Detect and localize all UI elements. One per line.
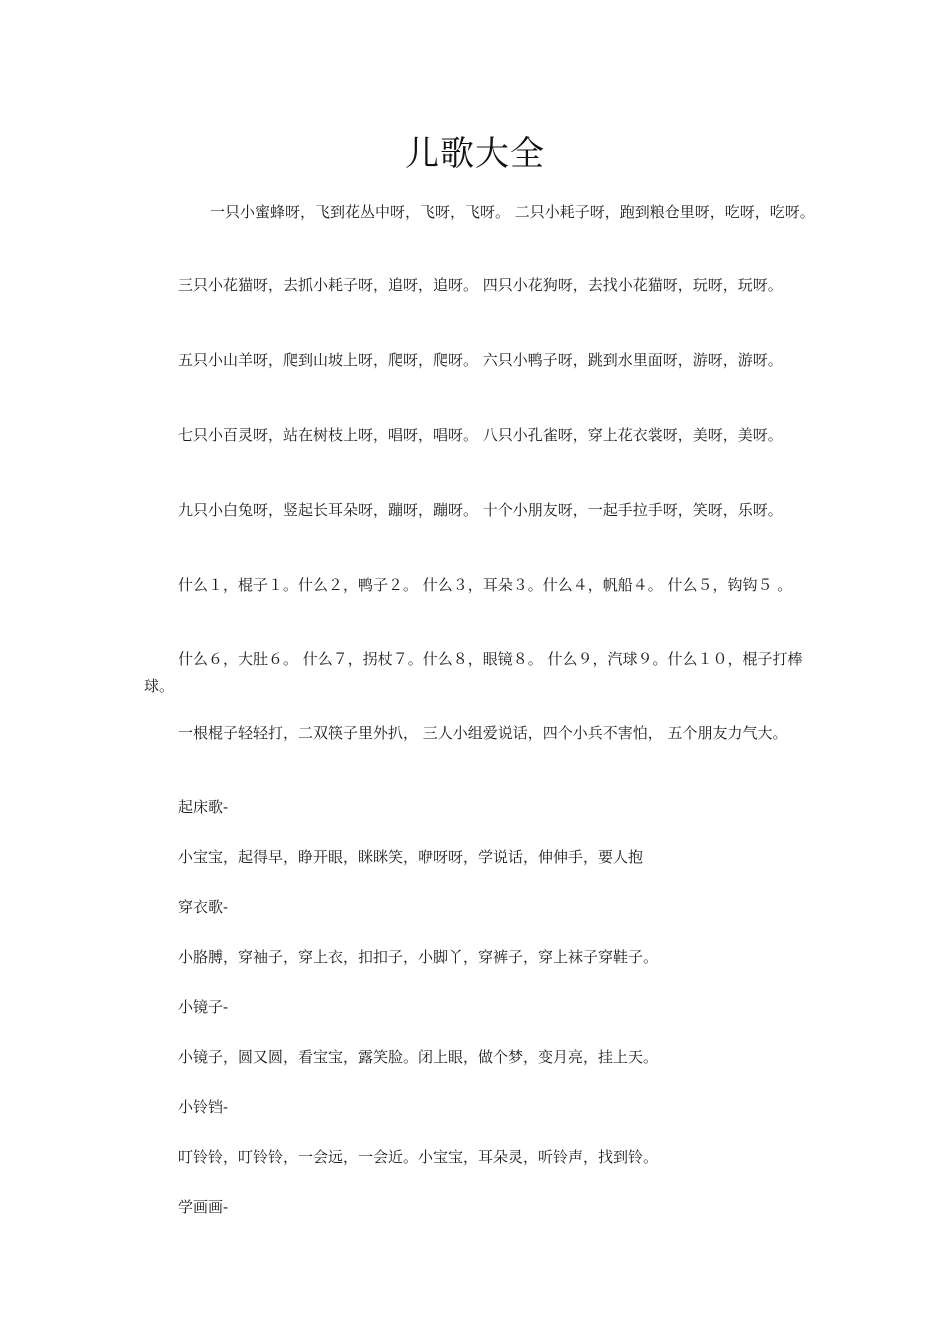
paragraph-lark-peacock: 七只小百灵呀，站在树枝上呀，唱呀，唱呀。 八只小孔雀呀，穿上花衣裳呀，美呀，美呀。 [178, 426, 783, 444]
paragraph-fingers: 一根棍子轻轻打，二双筷子里外扒， 三人小组爱说话，四个小兵不害怕， 五个朋友力气大。 [178, 724, 788, 742]
paragraph-cat-dog: 三只小花猫呀，去抓小耗子呀，追呀，追呀。 四只小花狗呀，去找小花猫呀，玩呀，玩呀。 [178, 276, 783, 294]
heading-wake-up-song: 起床歌- [178, 798, 229, 816]
paragraph-goat-duck: 五只小山羊呀，爬到山坡上呀，爬呀，爬呀。 六只小鸭子呀，跳到水里面呀，游呀，游呀。 [178, 351, 783, 369]
paragraph-wake-up-song: 小宝宝，起得早，睁开眼，眯眯笑，咿呀呀，学说话，伸伸手，要人抱 [178, 848, 644, 866]
paragraph-little-bell: 叮铃铃，叮铃铃，一会远，一会近。小宝宝，耳朵灵，听铃声，找到铃。 [178, 1148, 659, 1166]
paragraph-bee-mouse: 一只小蜜蜂呀，飞到花丛中呀，飞呀，飞呀。 二只小耗子呀，跑到粮仓里呀，吃呀，吃呀。 [210, 203, 815, 221]
paragraph-numbers-one-five: 什么１，棍子１。什么２，鸭子２。 什么３，耳朵３。什么４，帆船４。 什么５，钩钩５ 。 [178, 576, 793, 594]
page-title: 儿歌大全 [405, 134, 545, 174]
heading-little-mirror: 小镜子- [178, 998, 229, 1016]
paragraph-rabbit-friends: 九只小白兔呀，竖起长耳朵呀，蹦呀，蹦呀。 十个小朋友呀，一起手拉手呀，笑呀，乐呀。 [178, 501, 783, 519]
paragraph-little-mirror: 小镜子，圆又圆，看宝宝，露笑脸。闭上眼，做个梦，变月亮，挂上天。 [178, 1048, 659, 1066]
heading-little-bell: 小铃铛- [178, 1098, 229, 1116]
paragraph-numbers-six-ten: 什么６，大肚６。 什么７，拐杖７。什么８，眼镜８。 什么９，汽球９。什么１０，棍子打棒球。 [144, 650, 803, 695]
paragraph-dressing-song: 小胳膊，穿袖子，穿上衣，扣扣子，小脚丫，穿裤子，穿上袜子穿鞋子。 [178, 948, 659, 966]
heading-dressing-song: 穿衣歌- [178, 898, 229, 916]
heading-learn-drawing: 学画画- [178, 1198, 229, 1216]
